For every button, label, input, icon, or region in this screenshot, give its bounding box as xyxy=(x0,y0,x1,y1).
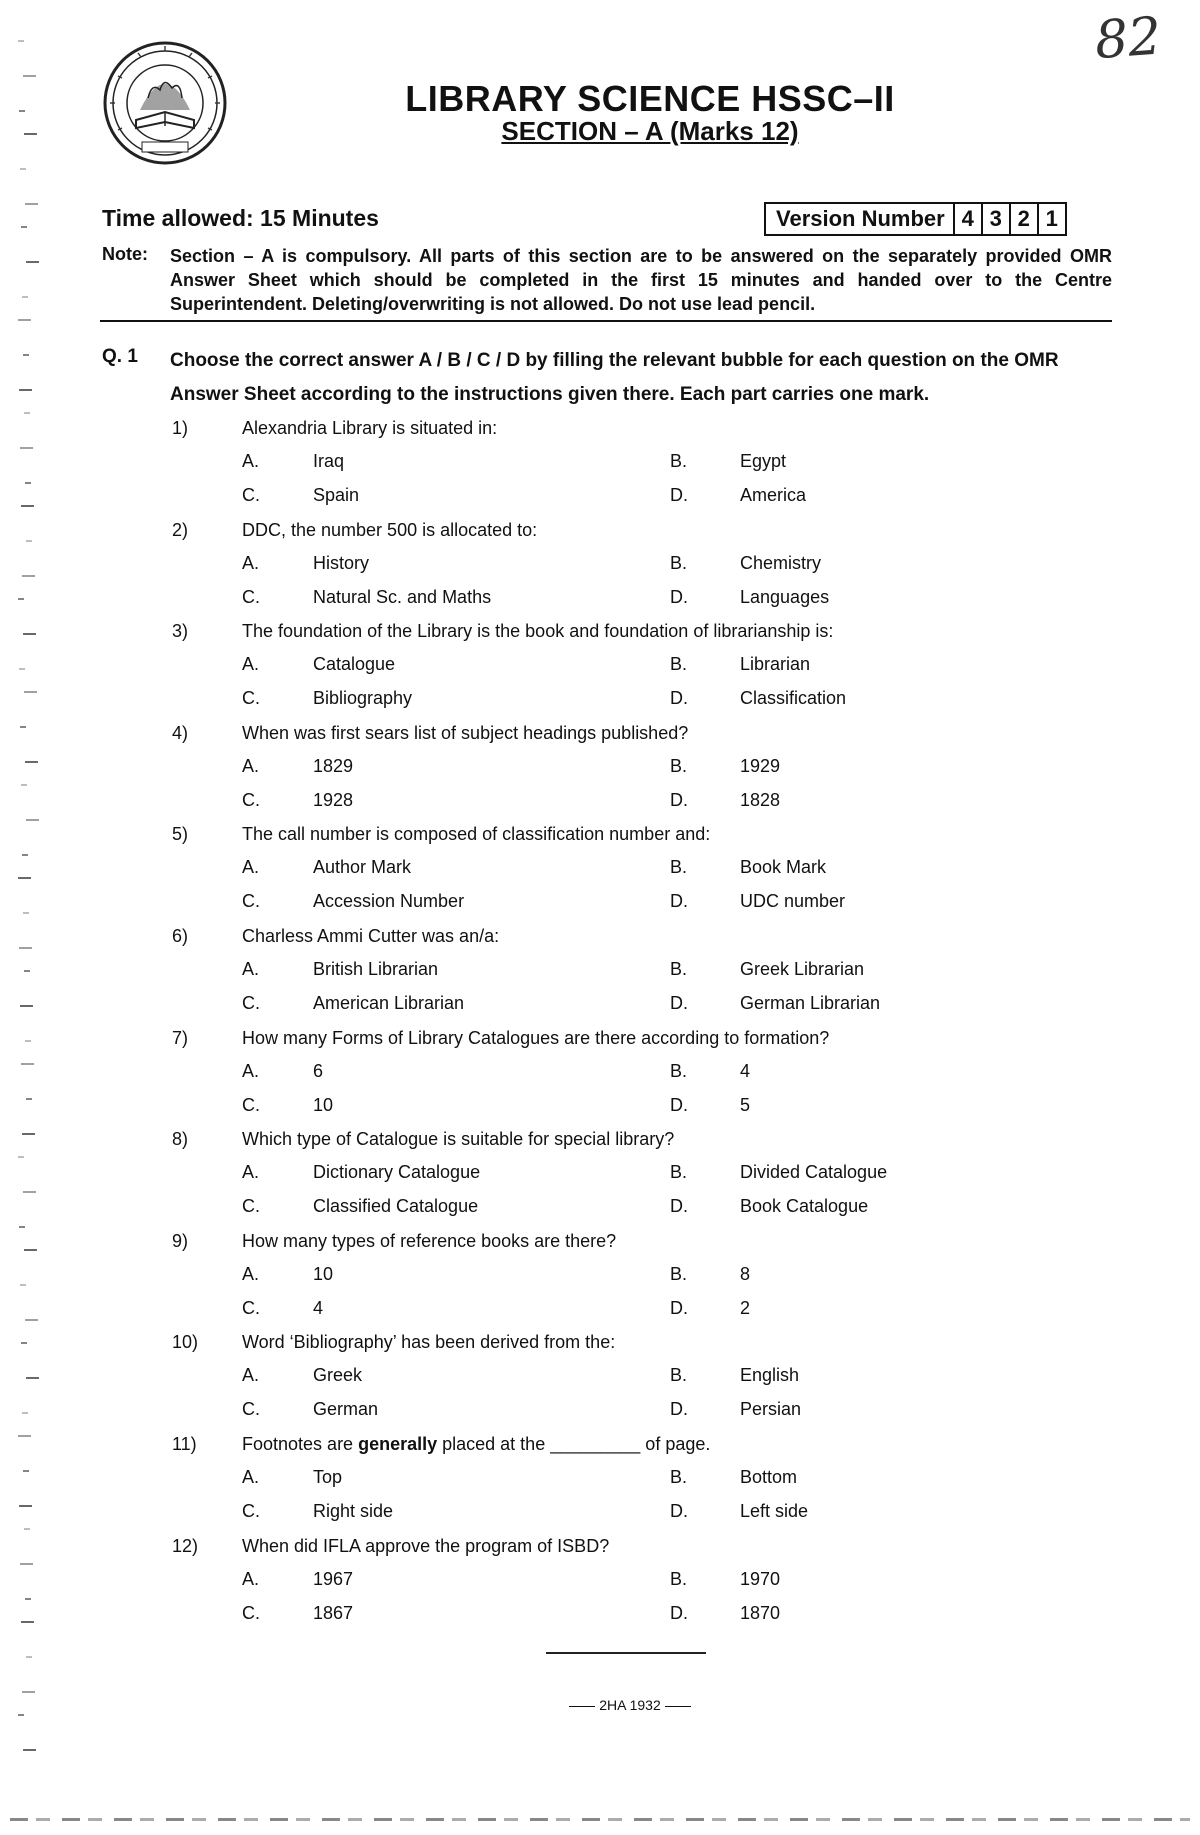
exam-title: LIBRARY SCIENCE HSSC–II xyxy=(405,78,895,119)
question-number: 7) xyxy=(172,1027,189,1048)
mcq-item xyxy=(0,1536,1200,1638)
option-letter-c: C. xyxy=(242,586,260,607)
scan-speck xyxy=(24,133,37,135)
option-letter-d: D. xyxy=(670,789,688,810)
scan-speck xyxy=(23,75,36,77)
mcq-item xyxy=(0,418,1200,520)
option-text-b: Greek Librarian xyxy=(740,958,865,979)
scan-speck xyxy=(25,203,38,205)
option-letter-b: B. xyxy=(670,1162,688,1183)
version-label: Version Number xyxy=(776,206,945,231)
option-letter-a: A. xyxy=(242,958,260,979)
version-number-box xyxy=(764,202,1067,236)
scan-speck xyxy=(18,319,31,321)
option-letter-b: B. xyxy=(670,1365,688,1386)
option-letter-c: C. xyxy=(242,1602,260,1623)
question-text: How many types of reference books are there? xyxy=(242,1230,617,1251)
option-letter-c: C. xyxy=(242,992,260,1013)
option-letter-c: C. xyxy=(242,1500,260,1521)
mcq-item xyxy=(0,520,1200,622)
option-text-c: Right side xyxy=(313,1500,394,1521)
option-text-a: Catalogue xyxy=(313,654,396,675)
option-text-d: Classification xyxy=(740,688,847,709)
question-text: Which type of Catalogue is suitable for special library? xyxy=(242,1129,675,1150)
question-number: 10) xyxy=(172,1332,199,1353)
option-letter-c: C. xyxy=(242,1399,260,1420)
option-letter-a: A. xyxy=(242,451,260,471)
mcq-item xyxy=(0,1028,1200,1130)
question-text xyxy=(242,1434,710,1455)
option-letter-a: A. xyxy=(242,654,260,675)
question-number: 11) xyxy=(172,1433,197,1454)
option-text-c: Accession Number xyxy=(313,891,465,912)
option-text-c: 1867 xyxy=(313,1602,354,1623)
option-text-d: German Librarian xyxy=(740,992,881,1013)
option-letter-a: A. xyxy=(242,552,260,573)
mcq-item xyxy=(0,1332,1200,1434)
handwritten-page-number: 82 xyxy=(1093,6,1164,72)
option-letter-a: A. xyxy=(242,1365,260,1386)
option-letter-a: A. xyxy=(242,857,260,878)
mcq-item xyxy=(0,723,1200,825)
option-text-b: Bottom xyxy=(740,1466,798,1487)
divider-line xyxy=(100,320,1112,322)
option-letter-b: B. xyxy=(670,1466,688,1487)
scan-bottom-edge xyxy=(10,1818,1190,1821)
scan-speck xyxy=(22,1691,35,1693)
version-digit: 2 xyxy=(1009,204,1037,234)
option-text-a: History xyxy=(313,552,370,573)
option-text-c: 10 xyxy=(313,1094,334,1115)
scan-speck xyxy=(23,1749,36,1751)
option-text-a: 1967 xyxy=(313,1568,354,1589)
option-text-b: 1970 xyxy=(740,1568,781,1589)
scan-speck xyxy=(19,110,25,112)
option-text-d: 2 xyxy=(740,1297,751,1318)
option-text-d: Languages xyxy=(740,586,830,607)
question-text: How many Forms of Library Catalogues are there according to formation? xyxy=(242,1027,830,1048)
option-text-b: Chemistry xyxy=(740,552,822,573)
question-text: Alexandria Library is situated in: xyxy=(242,418,498,438)
option-letter-b: B. xyxy=(670,1060,688,1081)
option-letter-c: C. xyxy=(242,789,260,810)
question-number: 9) xyxy=(172,1230,189,1251)
question-text-part: Footnotes are xyxy=(242,1433,359,1454)
option-letter-d: D. xyxy=(670,891,688,912)
question-text: The foundation of the Library is the book and foundation of librarianship is: xyxy=(242,621,834,642)
option-letter-d: D. xyxy=(670,1094,688,1115)
option-letter-c: C. xyxy=(242,1196,260,1217)
question-number: 8) xyxy=(172,1129,189,1150)
option-letter-a: A. xyxy=(242,1060,260,1081)
option-text-c: Natural Sc. and Maths xyxy=(313,586,492,607)
mcq-item xyxy=(0,926,1200,1028)
scan-speck xyxy=(18,1714,24,1716)
option-letter-b: B. xyxy=(670,755,688,776)
option-text-a: Iraq xyxy=(313,451,345,471)
option-text-b: Librarian xyxy=(740,654,811,675)
option-text-c: Classified Catalogue xyxy=(313,1196,479,1217)
scan-speck xyxy=(24,412,30,414)
option-text-d: 5 xyxy=(740,1094,751,1115)
option-text-a: Author Mark xyxy=(313,857,412,878)
option-text-a: 6 xyxy=(313,1060,324,1081)
question-label: Q. 1 xyxy=(102,346,138,367)
option-letter-d: D. xyxy=(670,1196,688,1217)
question-text: When was first sears list of subject headings published? xyxy=(242,722,689,743)
option-letter-a: A. xyxy=(242,755,260,776)
option-text-d: 1870 xyxy=(740,1602,781,1623)
option-letter-c: C. xyxy=(242,1297,260,1318)
option-letter-c: C. xyxy=(242,891,260,912)
option-text-a: Top xyxy=(313,1466,343,1487)
option-letter-b: B. xyxy=(670,451,688,471)
option-text-c: 4 xyxy=(313,1297,324,1318)
note-label: Note: xyxy=(102,244,148,264)
paper-code xyxy=(0,1697,1200,1713)
question-text: The call number is composed of classification number and: xyxy=(242,824,711,845)
scan-speck xyxy=(21,226,27,228)
option-text-b: 1929 xyxy=(740,755,781,776)
option-text-c: American Librarian xyxy=(313,992,465,1013)
mcq-item xyxy=(0,824,1200,926)
option-text-c: 1928 xyxy=(313,789,354,810)
option-letter-d: D. xyxy=(670,1297,688,1318)
option-letter-a: A. xyxy=(242,1466,260,1487)
option-letter-d: D. xyxy=(670,1399,688,1420)
time-allowed: Time allowed: 15 Minutes xyxy=(102,205,379,231)
option-letter-b: B. xyxy=(670,654,688,675)
section-heading: SECTION – A (Marks 12) xyxy=(501,116,799,146)
mcq-item xyxy=(0,621,1200,723)
option-text-b: Divided Catalogue xyxy=(740,1162,888,1183)
option-text-a: Dictionary Catalogue xyxy=(313,1162,481,1183)
option-text-c: Bibliography xyxy=(313,688,413,709)
scan-speck xyxy=(18,40,24,42)
note-text: Section – A is compulsory. All parts of this section are to be answered on the separately provided OMR Answer Sheet which should be completed in the first 15 minutes and handed over to the Centre Superintendent. Deleting/overwriting is not allowed. Do not use lead pencil. xyxy=(170,246,1112,314)
board-seal-logo xyxy=(100,38,230,168)
option-text-d: Left side xyxy=(740,1500,809,1521)
question-number: 2) xyxy=(172,519,189,540)
option-text-d: Book Catalogue xyxy=(740,1196,869,1217)
question-instruction: Choose the correct answer A / B / C / D by filling the relevant bubble for each question on the OMR Answer Sheet according to the instructions given there. Each part carries one mark. xyxy=(170,350,1059,405)
option-letter-a: A. xyxy=(242,1263,260,1284)
option-letter-d: D. xyxy=(670,1500,688,1521)
option-text-d: 1828 xyxy=(740,789,781,810)
option-letter-c: C. xyxy=(242,688,260,709)
option-letter-d: D. xyxy=(670,586,688,607)
option-letter-b: B. xyxy=(670,1568,688,1589)
option-text-a: Greek xyxy=(313,1365,363,1386)
option-text-b: Book Mark xyxy=(740,857,827,878)
option-text-b: 8 xyxy=(740,1263,751,1284)
question-text: Charless Ammi Cutter was an/a: xyxy=(242,925,500,946)
question-text-part: placed at the _________ of page. xyxy=(437,1433,711,1454)
question-number: 3) xyxy=(172,621,189,642)
option-text-d: Persian xyxy=(740,1399,802,1420)
scan-speck xyxy=(23,354,29,356)
paper-code-text: 2HA 1932 xyxy=(599,1697,661,1713)
question-number: 1) xyxy=(172,418,189,438)
option-letter-c: C. xyxy=(242,485,260,505)
option-letter-b: B. xyxy=(670,1263,688,1284)
option-text-a: 10 xyxy=(313,1263,334,1284)
option-letter-a: A. xyxy=(242,1162,260,1183)
option-text-b: Egypt xyxy=(740,451,787,471)
option-text-b: 4 xyxy=(740,1060,751,1081)
option-text-d: UDC number xyxy=(740,891,846,912)
option-text-b: English xyxy=(740,1365,800,1386)
option-letter-a: A. xyxy=(242,1568,260,1589)
question-text: Word ‘Bibliography’ has been derived from the: xyxy=(242,1332,616,1353)
question-number: 12) xyxy=(172,1535,199,1556)
scan-speck xyxy=(26,261,39,263)
option-text-c: German xyxy=(313,1399,379,1420)
option-text-a: British Librarian xyxy=(313,958,439,979)
question-number: 6) xyxy=(172,925,189,946)
option-letter-b: B. xyxy=(670,552,688,573)
option-letter-d: D. xyxy=(670,992,688,1013)
mcq-item xyxy=(0,1434,1200,1536)
version-digit: 1 xyxy=(1037,204,1065,234)
option-letter-b: B. xyxy=(670,958,688,979)
scan-speck xyxy=(20,168,26,170)
option-text-a: 1829 xyxy=(313,755,354,776)
version-digit: 4 xyxy=(953,204,981,234)
mcq-item xyxy=(0,1231,1200,1333)
option-letter-b: B. xyxy=(670,857,688,878)
question-number: 4) xyxy=(172,722,189,743)
question-text: DDC, the number 500 is allocated to: xyxy=(242,519,538,540)
option-text-c: Spain xyxy=(313,485,360,505)
question-text-emphasis: generally xyxy=(358,1433,438,1454)
scan-speck xyxy=(22,296,28,298)
option-letter-d: D. xyxy=(670,1602,688,1623)
mcq-list xyxy=(0,418,1200,1637)
scan-speck xyxy=(26,1656,32,1658)
question-number: 5) xyxy=(172,824,189,845)
option-letter-d: D. xyxy=(670,688,688,709)
mcq-item xyxy=(0,1129,1200,1231)
option-text-d: America xyxy=(740,485,807,505)
question-text: When did IFLA approve the program of ISBD? xyxy=(242,1535,610,1556)
version-digit: 3 xyxy=(981,204,1009,234)
option-letter-c: C. xyxy=(242,1094,260,1115)
end-line xyxy=(546,1652,706,1654)
scan-speck xyxy=(19,389,32,391)
option-letter-d: D. xyxy=(670,485,688,505)
